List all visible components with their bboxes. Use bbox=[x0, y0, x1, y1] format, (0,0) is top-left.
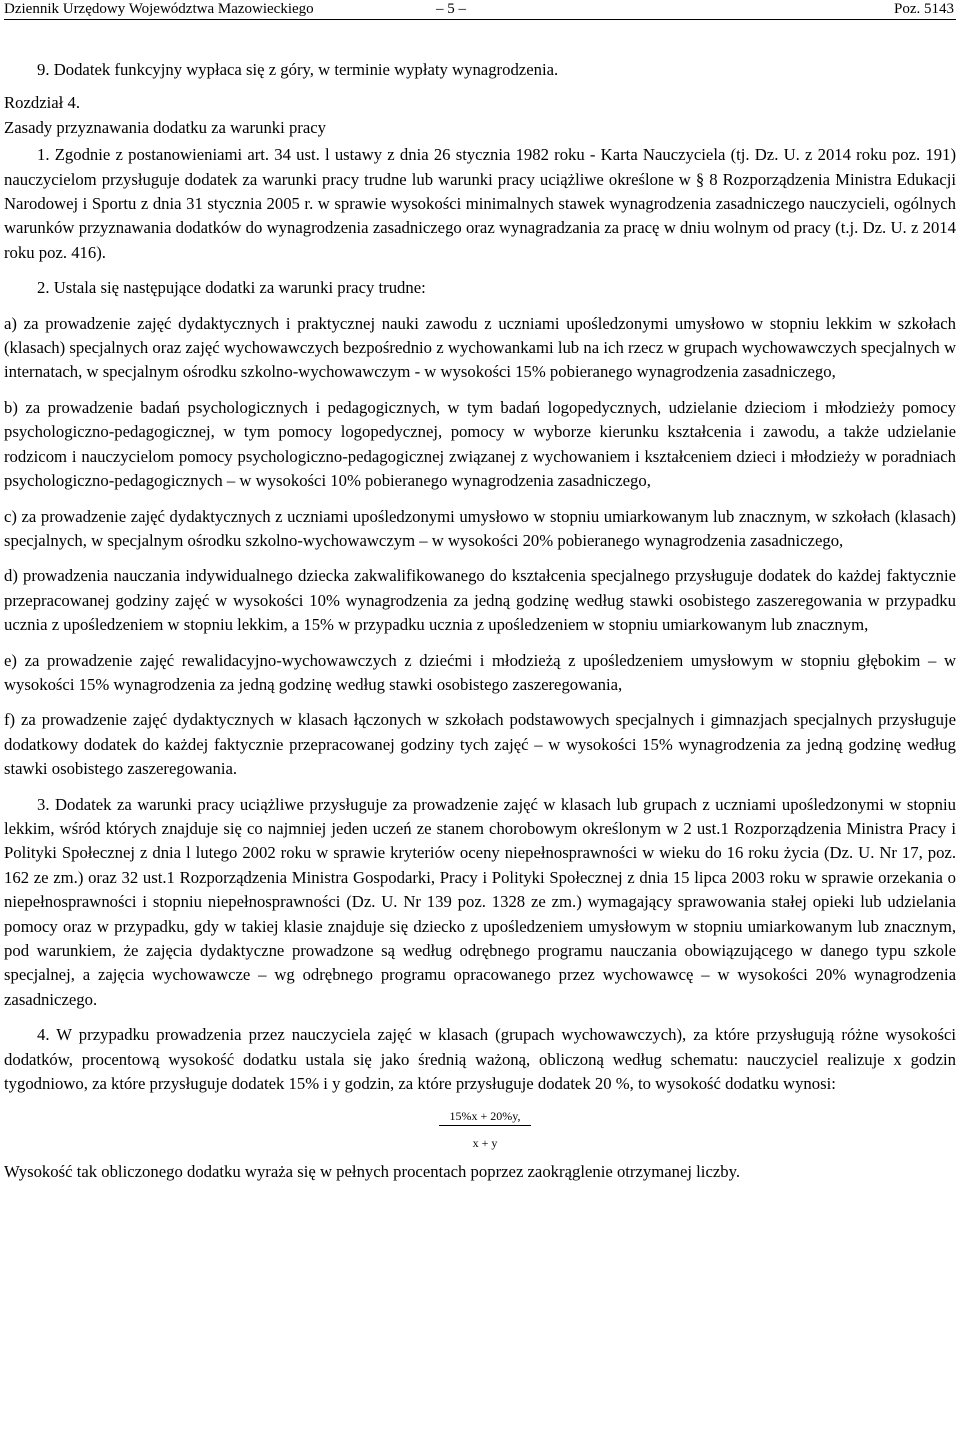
point-4: 4. W przypadku prowadzenia przez nauczyciela zajęć w klasach (grupach wychowawczych), za które przysługują różne wysokości dodatków, procentową wysokość dodatku ustala się jako średnią ważoną, obliczoną według schematu: nauczyciel realizuje x godzin tygodniowo, za które przysługuje dodatek 15% i y godzin, za które przysługuje dodatek 20 %, to wysokość dodatku wynosi: bbox=[4, 1025, 956, 1094]
list-item-f: f) za prowadzenie zajęć dydaktycznych w klasach łączonych w szkołach podstawowych specjalnych i gimnazjach specjalnych przysługuje dodatkowy dodatek do każdej faktycznie przepracowanej godziny tych zajęć – w wysokości 15% wynagrodzenia za jedną godzinę według stawki osobistego zaszeregowania. bbox=[4, 710, 956, 779]
journal-title: Dziennik Urzędowy Województwa Mazowieckiego bbox=[4, 1, 314, 17]
list-item-d: d) prowadzenia nauczania indywidualnego dziecka zakwalifikowanego do kształcenia specjalnego przysługuje dodatek do każdej faktycznie przepracowanej godziny zajęć w wysokości 10% wynagrodzenia za jedną godzinę według stawki osobistego zaszeregowania w przypadku ucznia z upośledzeniem w stopniu lekkim, a 15% w przypadku ucznia z upośledzeniem w stopniu umiarkowanym lub znacznym, bbox=[4, 566, 956, 635]
list-item-a: a) za prowadzenie zajęć dydaktycznych i praktycznej nauki zawodu z uczniami upośledzonymi umysłowo w stopniu lekkim w szkołach (klasach) specjalnych oraz zajęć wychowawczych bezpośrednio z wychowankami lub na ich rzecz w grupach wychowawczych specjalnych w internatach, w specjalnym ośrodku szkolno-wychowawczym - w wysokości 15% pobieranego wynagrodzenia zasadniczego, bbox=[4, 313, 956, 382]
point-1: 1. Zgodnie z postanowieniami art. 34 ust. l ustawy z dnia 26 stycznia 1982 roku - Karta Nauczyciela (tj. Dz. U. z 2014 roku poz. 191) nauczycielom przysługuje dodatek za warunki pracy trudne lub warunki pracy uciążliwe określone w § 8 Rozporządzenia Ministra Edukacji Narodowej i Sportu z dnia 31 stycznia 2005 r. w sprawie wysokości minimalnych stawek wynagrodzenia zasadniczego nauczycieli, ogólnych warunków przyznawania dodatków do wynagrodzenia zasadniczego oraz wynagradzania za pracę w dniu wolnym od pracy (t.j. Dz. U. z 2014 roku poz. 416). bbox=[4, 145, 956, 262]
page-header bbox=[4, 0, 956, 20]
document-body bbox=[4, 58, 956, 1185]
list-item-b: b) za prowadzenie badań psychologicznych i pedagogicznych, w tym badań logopedycznych, udzielanie dzieciom i młodzieży pomocy psychologiczno-pedagogicznej, w tym pomocy logopedycznej, pomocy w wyborze kierunku kształcenia i zawodu, a także udzielanie rodzicom i nauczycielom pomocy psychologiczno-pedagogicznej związanej z wychowaniem i kształceniem dzieci i młodzieży w poradniach psychologiczno-pedagogicznych – w wysokości 10% pobieranego wynagrodzenia zasadniczego, bbox=[4, 397, 956, 491]
weighted-average-formula bbox=[439, 1109, 531, 1150]
position-number: Poz. 5143 bbox=[894, 1, 954, 17]
chapter-number: Rozdział 4. bbox=[4, 93, 80, 113]
formula-denominator: x + y bbox=[472, 1136, 498, 1151]
formula-numerator: 15%x + 20%y, bbox=[439, 1109, 531, 1126]
point-3: 3. Dodatek za warunki pracy uciążliwe przysługuje za prowadzenie zajęć w klasach lub grupach z uczniami upośledzonymi w stopniu lekkim, wśród których znajduje się co najmniej jeden uczeń ze stanem chorobowym określonym w 2 ust.1 Rozporządzenia Ministra Pracy i Polityki Społecznej z dnia l lutego 2002 roku w sprawie kryteriów oceny niepełnosprawności w wieku do 16 roku życia (Dz. U. Nr 17, poz. 162 ze zm.) oraz 32 ust.1 Rozporządzenia Ministra Gospodarki, Pracy i Polityki Społecznej z dnia 15 lipca 2003 roku w sprawie orzekania o niepełnosprawności i stopniu niepełnosprawności (Dz. U. Nr 139 poz. 1328 ze zm.) wymagający sprawowania stałej opieki lub udzielania pomocy oraz w przypadku, gdy w takiej klasie znajduje się dziecko z upośledzeniem umysłowym w stopniu umiarkowanym lub znacznym, pod warunkiem, że zajęcia dydaktyczne prowadzone są według odrębnego programu nauczania obowiązującego w danego typu szkole specjalnej, a zajęcia wychowawcze – wg odrębnego programu opracowanego przez wychowawcę – w wysokości 20% wynagrodzenia zasadniczego. bbox=[4, 794, 956, 1009]
list-item-c: c) za prowadzenie zajęć dydaktycznych z uczniami upośledzonymi umysłowo w stopniu umiarkowanym lub znacznym, w szkołach (klasach) specjalnych, w specjalnym ośrodku szkolno-wychowawczym – w wysokości 20% pobieranego wynagrodzenia zasadniczego, bbox=[4, 506, 956, 550]
chapter-title: Zasady przyznawania dodatku za warunki pracy bbox=[4, 117, 327, 137]
list-item-e: e) za prowadzenie zajęć rewalidacyjno-wychowawczych z dziećmi i młodzieżą z upośledzeniem umysłowym w stopniu głębokim – w wysokości 15% wynagrodzenia za jedną godzinę według stawki osobistego zaszeregowania, bbox=[4, 650, 956, 694]
page-number: – 5 – bbox=[436, 1, 466, 17]
point-2: 2. Ustala się następujące dodatki za warunki pracy trudne: bbox=[37, 278, 426, 298]
paragraph-9: 9. Dodatek funkcyjny wypłaca się z góry, w terminie wypłaty wynagrodzenia. bbox=[37, 60, 559, 79]
closing-sentence: Wysokość tak obliczonego dodatku wyraża się w pełnych procentach poprzez zaokrąglenie otrzymanej liczby. bbox=[4, 1162, 741, 1182]
